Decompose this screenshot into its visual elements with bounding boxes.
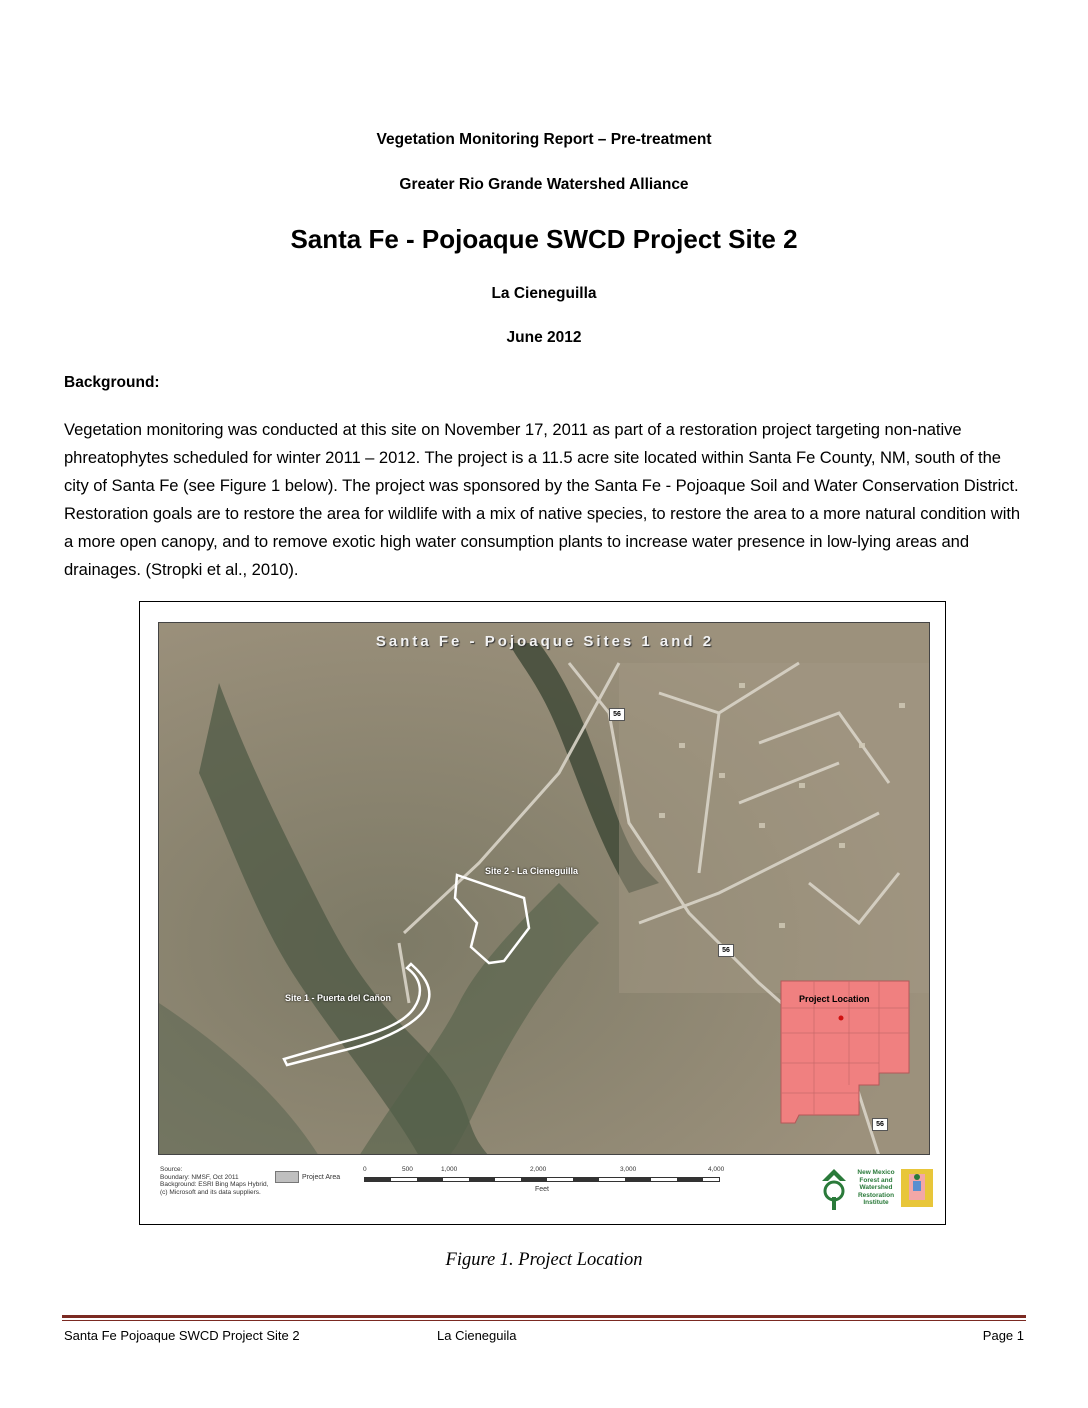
source-line: Source: bbox=[160, 1166, 183, 1173]
nmfwri-logo-text: New Mexico Forest and Watershed Restoration Institute bbox=[857, 1169, 895, 1206]
scale-tick: 500 bbox=[402, 1166, 413, 1173]
road-shield-56: 56 bbox=[609, 708, 625, 721]
nmfwri-emblem-icon bbox=[818, 1167, 850, 1211]
footer-project-name: Santa Fe Pojoaque SWCD Project Site 2 bbox=[64, 1328, 300, 1343]
source-line: (c) Microsoft and its data suppliers. bbox=[160, 1188, 261, 1196]
footer-rule bbox=[62, 1320, 1026, 1321]
source-line: Boundary: NMSF, Oct 2011 bbox=[160, 1173, 239, 1181]
scale-bar bbox=[364, 1177, 720, 1182]
aerial-imagery bbox=[159, 623, 930, 1155]
aerial-map bbox=[158, 622, 930, 1155]
figure-frame bbox=[139, 601, 946, 1225]
nm-state-logo-icon bbox=[901, 1169, 933, 1209]
scale-tick: 2,000 bbox=[530, 1166, 547, 1173]
report-date: June 2012 bbox=[506, 329, 582, 346]
figure-caption: Figure 1. Project Location bbox=[445, 1250, 643, 1270]
footer-site-name: La Cieneguila bbox=[437, 1328, 517, 1343]
nmfwri-logo bbox=[818, 1167, 933, 1211]
road-shield-56: 56 bbox=[872, 1118, 888, 1131]
project-area-swatch bbox=[275, 1171, 299, 1183]
road-shield-56: 56 bbox=[718, 944, 734, 957]
footer-page-number: Page 1 bbox=[982, 1328, 1024, 1343]
scale-tick: 3,000 bbox=[620, 1166, 637, 1173]
site-name: La Cieneguilla bbox=[491, 285, 597, 302]
scale-tick: 4,000 bbox=[708, 1166, 725, 1173]
organization-name: Greater Rio Grande Watershed Alliance bbox=[399, 176, 689, 193]
background-heading: Background: bbox=[64, 374, 160, 391]
map-source-note bbox=[160, 1166, 268, 1196]
main-title: Santa Fe - Pojoaque SWCD Project Site 2 bbox=[290, 224, 798, 254]
background-paragraph: Vegetation monitoring was conducted at this site on November 17, 2011 as part of a restoration project targeting non-native phreatophytes scheduled for winter 2011 – 2012. The project is a 11.5 acre site located within Santa Fe County, NM, south of the city of Santa Fe (see Figure 1 below). The project was sponsored by the Santa Fe - Pojoaque Soil and Water Conservation District. Restoration goals are to restore the area for wildlife with a mix of native species, to restore the area to a more natural condition with a more open canopy, and to remove exotic high water consumption plants to increase water presence in low-lying areas and drainages. (Stropki et al., 2010). bbox=[64, 420, 1021, 579]
scale-tick: 0 bbox=[363, 1166, 367, 1173]
scale-unit: Feet bbox=[535, 1186, 550, 1193]
project-area-label: Project Area bbox=[302, 1174, 341, 1181]
scale-tick: 1,000 bbox=[441, 1166, 458, 1173]
site1-label: Site 1 - Puerta del Cañon bbox=[285, 993, 392, 1003]
source-line: Background: ESRI Bing Maps Hybrid, bbox=[160, 1181, 269, 1188]
report-title: Vegetation Monitoring Report – Pre-treatment bbox=[376, 131, 712, 148]
footer-rule bbox=[62, 1315, 1026, 1318]
map-title: Santa Fe - Pojoaque Sites 1 and 2 bbox=[375, 633, 715, 650]
project-location-label: Project Location bbox=[799, 994, 870, 1004]
site2-label: Site 2 - La Cieneguilla bbox=[485, 866, 579, 876]
map-legend bbox=[158, 1162, 930, 1217]
